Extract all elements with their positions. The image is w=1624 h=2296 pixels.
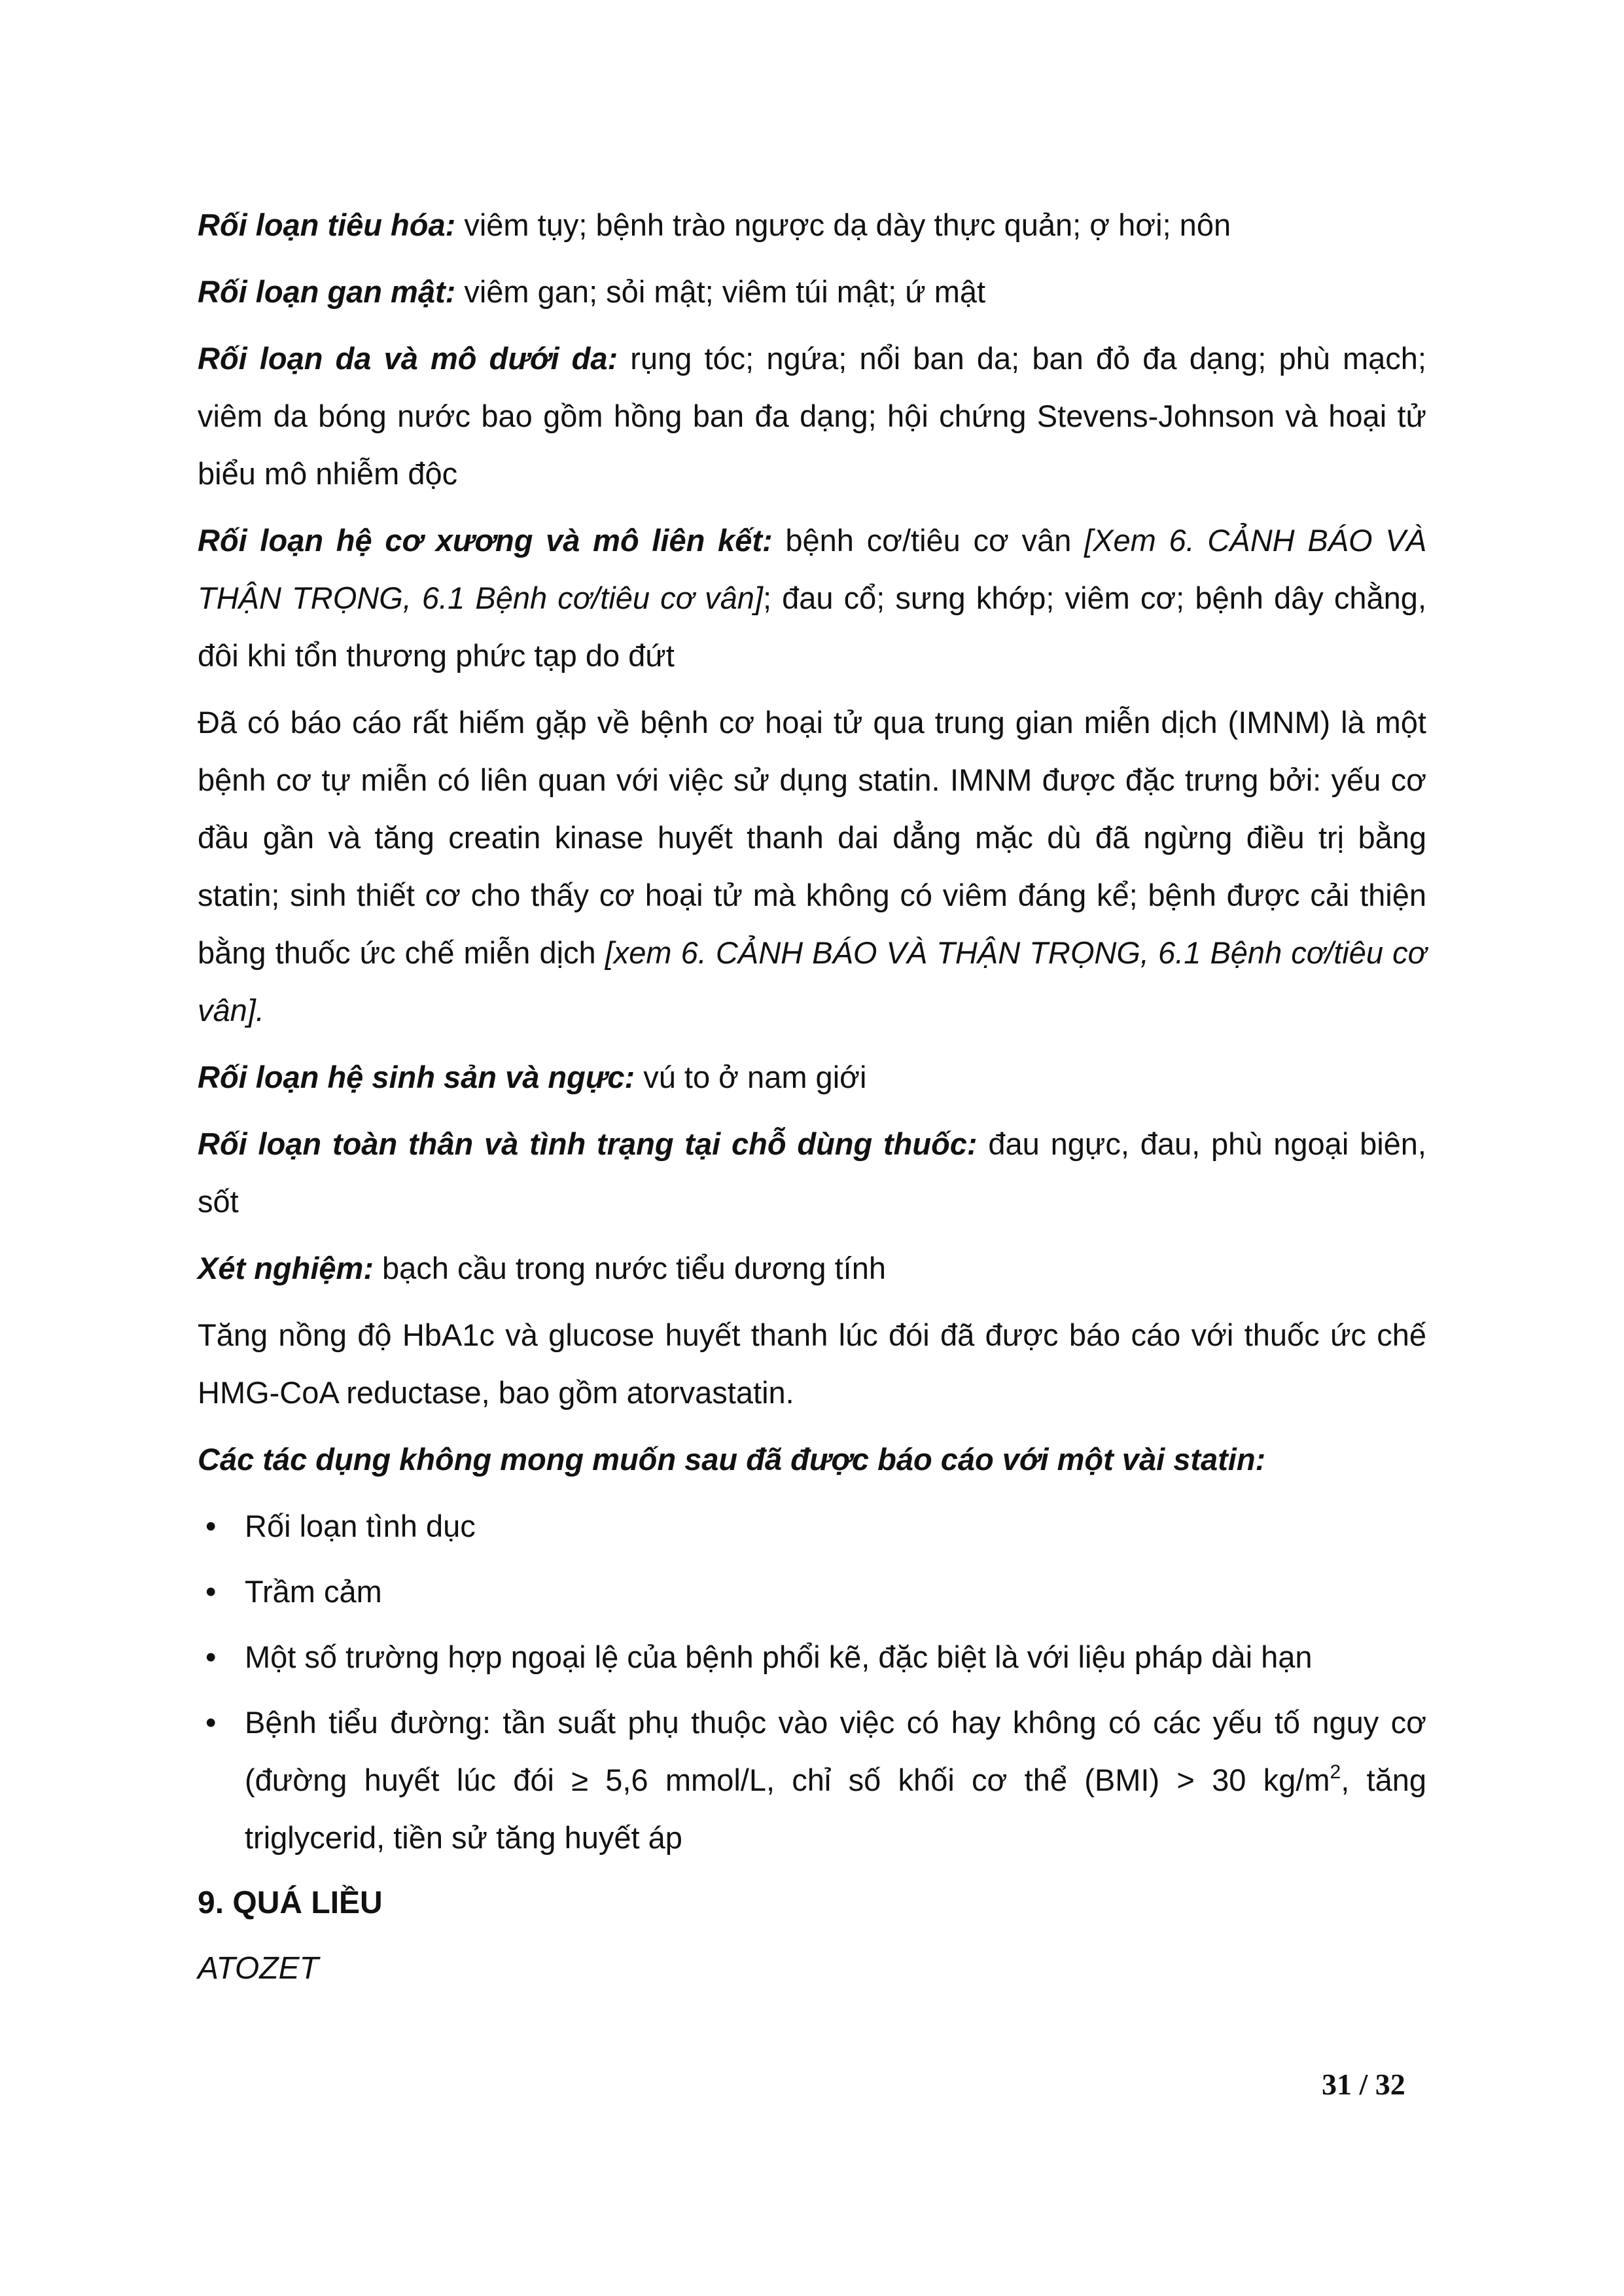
imnm-paragraph (198, 694, 1426, 1039)
document-body (198, 196, 1426, 1998)
list-item (198, 1694, 1426, 1867)
list-item (198, 1628, 1426, 1686)
bullet-icon: • (205, 1640, 217, 1674)
statin-effects-heading: Các tác dụng không mong muốn sau đã được báo cáo với một vài statin: (198, 1442, 1266, 1477)
statin-effects-list (198, 1498, 1426, 1867)
musculoskeletal-paragraph (198, 512, 1426, 685)
skin-text: rụng tóc; ngứa; nổi ban da; ban đỏ đa dạng; phù mạch; viêm da bóng nước bao gồm hồng ban đa dạng; hội chứng Stevens-Johnson và hoại tử biểu mô nhiễm độc (198, 341, 1426, 491)
gi-paragraph (198, 196, 1426, 254)
skin-label: Rối loạn da và mô dưới da: (198, 341, 618, 376)
page-number: 31 / 32 (1322, 2068, 1405, 2101)
hepatobiliary-paragraph (198, 263, 1426, 321)
general-disorders-paragraph (198, 1115, 1426, 1230)
hepatobiliary-text: viêm gan; sỏi mật; viêm túi mật; ứ mật (455, 274, 986, 309)
reproductive-text: vú to ở nam giới (635, 1060, 867, 1094)
investigations-text: bạch cầu trong nước tiểu dương tính (373, 1251, 886, 1285)
musculoskeletal-text-1: bệnh cơ/tiêu cơ vân (772, 523, 1085, 558)
list-item-text: Một số trường hợp ngoại lệ của bệnh phổi kẽ, đặc biệt là với liệu pháp dài hạn (245, 1640, 1313, 1674)
reproductive-label: Rối loạn hệ sinh sản và ngực: (198, 1060, 635, 1094)
general-disorders-label: Rối loạn toàn thân và tình trạng tại chỗ dùng thuốc: (198, 1126, 978, 1161)
musculoskeletal-reference: [Xem 6. CẢNH BÁO VÀ THẬN TRỌNG, 6.1 Bệnh cơ/tiêu cơ vân] (198, 523, 1426, 615)
general-disorders-text: đau ngực, đau, phù ngoại biên, sốt (198, 1126, 1426, 1219)
list-item (198, 1563, 1426, 1621)
musculoskeletal-text-2: ; đau cổ; sưng khớp; viêm cơ; bệnh dây chằng, đôi khi tổn thương phức tạp do đứt (198, 581, 1427, 673)
gi-label: Rối loạn tiêu hóa: (198, 207, 456, 242)
product-name: ATOZET (198, 1951, 319, 1986)
reproductive-paragraph (198, 1049, 1426, 1106)
section-title: 9. QUÁ LIỀU (198, 1886, 383, 1920)
diabetes-text-2: , tăng triglycerid, tiền sử tăng huyết áp (245, 1763, 1426, 1855)
hepatobiliary-label: Rối loạn gan mật: (198, 274, 456, 309)
diabetes-text-1: Bệnh tiểu đường: tần suất phụ thuộc vào việc có hay không có các yếu tố nguy cơ (đường huyết lúc đói ≥ 5,6 mmol/L, chỉ số khối cơ thể (BMI) > 30 kg/m (245, 1705, 1426, 1797)
list-item-text: Trầm cảm (245, 1574, 382, 1609)
imnm-reference: [xem 6. CẢNH BÁO VÀ THẬN TRỌNG, 6.1 Bệnh cơ/tiêu cơ vân]. (198, 935, 1426, 1028)
gi-text: viêm tụy; bệnh trào ngược dạ dày thực quản; ợ hơi; nôn (455, 207, 1231, 242)
skin-paragraph (198, 330, 1426, 503)
bullet-icon: • (205, 1509, 217, 1543)
investigations-paragraph (198, 1240, 1426, 1297)
bullet-icon: • (205, 1705, 217, 1740)
bullet-icon: • (205, 1574, 217, 1609)
imnm-text: Đã có báo cáo rất hiếm gặp về bệnh cơ hoại tử qua trung gian miễn dịch (IMNM) là một bệnh cơ tự miễn có liên quan với việc sử dụng statin. IMNM được đặc trưng bởi: yếu cơ đầu gần và tăng creatin kinase huyết thanh dai dẳng mặc dù đã ngừng điều trị bằng statin; sinh thiết cơ cho thấy cơ hoại tử mà không có viêm đáng kể; bệnh được cải thiện bằng thuốc ức chế miễn dịch (198, 705, 1426, 970)
superscript-2: 2 (1330, 1761, 1341, 1784)
hba1c-paragraph: Tăng nồng độ HbA1c và glucose huyết thanh lúc đói đã được báo cáo với thuốc ức chế HMG-CoA reductase, bao gồm atorvastatin. (198, 1318, 1426, 1410)
list-item-text: Rối loạn tình dục (245, 1509, 476, 1543)
musculoskeletal-label: Rối loạn hệ cơ xương và mô liên kết: (198, 523, 773, 558)
investigations-label: Xét nghiệm: (198, 1251, 374, 1285)
list-item (198, 1498, 1426, 1555)
